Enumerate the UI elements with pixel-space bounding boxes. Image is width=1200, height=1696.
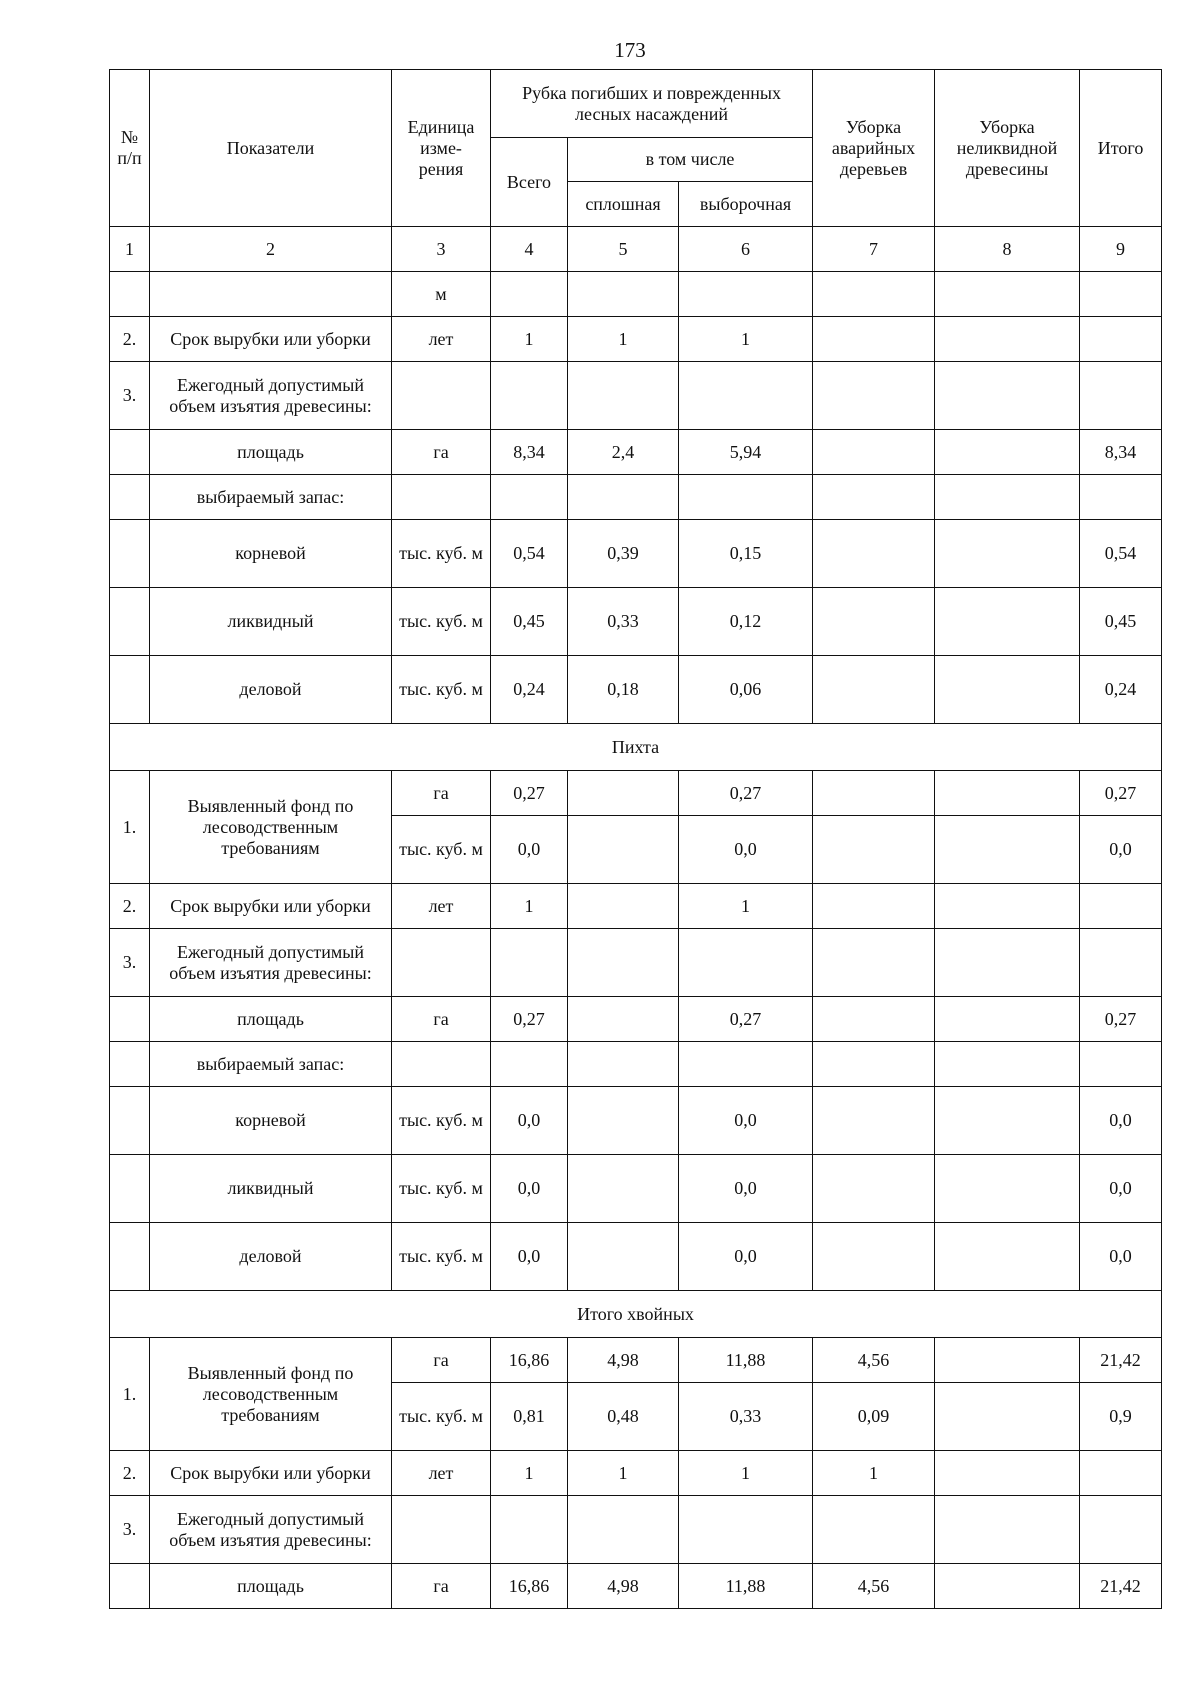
indicator-cell: Выявленный фонд по лесоводственным требованиям [150, 771, 392, 884]
value-cell [491, 362, 568, 430]
value-cell: 21,42 [1080, 1338, 1162, 1383]
row-number-cell [110, 1223, 150, 1291]
header-num: № п/п [110, 70, 150, 227]
unit-cell: тыс. куб. м [392, 588, 491, 656]
value-cell [491, 475, 568, 520]
value-cell [813, 475, 935, 520]
value-cell: 0,0 [679, 816, 813, 884]
value-cell [935, 997, 1080, 1042]
value-cell [935, 1042, 1080, 1087]
unit-cell: тыс. куб. м [392, 656, 491, 724]
value-cell [935, 656, 1080, 724]
header-sum: Итого [1080, 70, 1162, 227]
value-cell: 0,33 [679, 1383, 813, 1451]
row-number-cell [110, 588, 150, 656]
value-cell: 0,24 [491, 656, 568, 724]
page-number: 173 [614, 38, 646, 62]
value-cell [935, 1223, 1080, 1291]
value-cell [1080, 929, 1162, 997]
row-number-cell [110, 656, 150, 724]
indicator-cell: Ежегодный допустимый объем изъятия древесины: [150, 929, 392, 997]
table-row [110, 884, 1162, 929]
header-illiquid: Уборка неликвидной древесины [935, 70, 1080, 227]
value-cell [1080, 1496, 1162, 1564]
value-cell: 4,56 [813, 1564, 935, 1609]
row-number-cell: 2. [110, 317, 150, 362]
value-cell: 0,0 [679, 1223, 813, 1291]
value-cell [935, 588, 1080, 656]
row-number-cell: 1. [110, 1338, 150, 1451]
value-cell [813, 771, 935, 816]
value-cell [568, 816, 679, 884]
value-cell [568, 475, 679, 520]
value-cell [935, 1383, 1080, 1451]
value-cell [568, 997, 679, 1042]
value-cell: 0,0 [491, 1155, 568, 1223]
colnum: 1 [110, 227, 150, 272]
table-row [110, 1042, 1162, 1087]
value-cell [813, 272, 935, 317]
row-number-cell [110, 272, 150, 317]
value-cell: 1 [491, 884, 568, 929]
table-row [110, 929, 1162, 997]
value-cell: 0,81 [491, 1383, 568, 1451]
unit-cell [392, 475, 491, 520]
value-cell: 0,12 [679, 588, 813, 656]
row-number-cell [110, 1087, 150, 1155]
value-cell: 0,0 [679, 1155, 813, 1223]
value-cell [813, 1155, 935, 1223]
value-cell: 1 [568, 317, 679, 362]
row-number-cell: 1. [110, 771, 150, 884]
table-row [110, 1564, 1162, 1609]
value-cell [935, 1087, 1080, 1155]
table-row [110, 1223, 1162, 1291]
value-cell: 16,86 [491, 1564, 568, 1609]
indicator-cell: Ежегодный допустимый объем изъятия древесины: [150, 1496, 392, 1564]
value-cell [935, 1338, 1080, 1383]
value-cell [568, 1496, 679, 1564]
unit-cell: тыс. куб. м [392, 1087, 491, 1155]
value-cell [568, 272, 679, 317]
value-cell: 0,0 [491, 1223, 568, 1291]
value-cell [813, 656, 935, 724]
table-row [110, 588, 1162, 656]
unit-cell: лет [392, 1451, 491, 1496]
value-cell [935, 816, 1080, 884]
column-numbers-row [110, 227, 1162, 272]
value-cell [935, 929, 1080, 997]
table-row [110, 317, 1162, 362]
value-cell: 0,54 [491, 520, 568, 588]
colnum: 7 [813, 227, 935, 272]
value-cell [1080, 1451, 1162, 1496]
value-cell [813, 430, 935, 475]
row-number-cell [110, 997, 150, 1042]
value-cell [1080, 317, 1162, 362]
value-cell [679, 1042, 813, 1087]
value-cell: 1 [568, 1451, 679, 1496]
indicator-cell: деловой [150, 1223, 392, 1291]
value-cell: 2,4 [568, 430, 679, 475]
value-cell: 0,54 [1080, 520, 1162, 588]
value-cell: 0,0 [1080, 1155, 1162, 1223]
value-cell: 5,94 [679, 430, 813, 475]
value-cell [935, 520, 1080, 588]
indicator-cell: ликвидный [150, 588, 392, 656]
value-cell: 1 [813, 1451, 935, 1496]
colnum: 9 [1080, 227, 1162, 272]
value-cell [813, 520, 935, 588]
forest-fund-table [109, 69, 1162, 1609]
indicator-cell: Выявленный фонд по лесоводственным требованиям [150, 1338, 392, 1451]
value-cell: 0,27 [491, 771, 568, 816]
value-cell [568, 1042, 679, 1087]
unit-cell: га [392, 771, 491, 816]
colnum: 6 [679, 227, 813, 272]
row-number-cell [110, 475, 150, 520]
value-cell [935, 475, 1080, 520]
row-number-cell [110, 1042, 150, 1087]
value-cell: 0,0 [1080, 1223, 1162, 1291]
value-cell: 1 [679, 884, 813, 929]
table-row [110, 430, 1162, 475]
value-cell: 4,56 [813, 1338, 935, 1383]
value-cell: 0,0 [491, 1087, 568, 1155]
unit-cell: тыс. куб. м [392, 520, 491, 588]
row-number-cell: 2. [110, 1451, 150, 1496]
value-cell: 0,48 [568, 1383, 679, 1451]
value-cell: 1 [679, 317, 813, 362]
indicator-cell: деловой [150, 656, 392, 724]
value-cell: 4,98 [568, 1338, 679, 1383]
value-cell [679, 1496, 813, 1564]
value-cell [935, 362, 1080, 430]
unit-cell [392, 1496, 491, 1564]
value-cell: 0,39 [568, 520, 679, 588]
value-cell [813, 362, 935, 430]
indicator-cell: выбираемый запас: [150, 475, 392, 520]
value-cell [1080, 1042, 1162, 1087]
indicator-cell: Срок вырубки или уборки [150, 884, 392, 929]
value-cell [491, 929, 568, 997]
colnum: 8 [935, 227, 1080, 272]
value-cell [813, 884, 935, 929]
value-cell [491, 272, 568, 317]
value-cell [491, 1496, 568, 1564]
value-cell [1080, 272, 1162, 317]
value-cell [679, 272, 813, 317]
row-number-cell: 3. [110, 362, 150, 430]
value-cell [813, 816, 935, 884]
header-felling-group: Рубка погибших и поврежденных лесных насаждений [491, 70, 813, 138]
header-row-1 [110, 70, 1162, 138]
value-cell: 0,33 [568, 588, 679, 656]
table-row [110, 475, 1162, 520]
value-cell [935, 884, 1080, 929]
value-cell: 1 [491, 1451, 568, 1496]
value-cell [568, 1223, 679, 1291]
value-cell [568, 362, 679, 430]
table-row [110, 272, 1162, 317]
value-cell: 0,27 [491, 997, 568, 1042]
value-cell [679, 929, 813, 997]
value-cell: 0,06 [679, 656, 813, 724]
header-total: Всего [491, 138, 568, 227]
indicator-cell: Ежегодный допустимый объем изъятия древесины: [150, 362, 392, 430]
section-row [110, 724, 1162, 771]
value-cell [568, 884, 679, 929]
indicator-cell [150, 272, 392, 317]
value-cell: 0,0 [491, 816, 568, 884]
unit-cell: лет [392, 884, 491, 929]
value-cell: 0,27 [679, 771, 813, 816]
table-row [110, 1451, 1162, 1496]
value-cell: 8,34 [491, 430, 568, 475]
indicator-cell: площадь [150, 1564, 392, 1609]
unit-cell: лет [392, 317, 491, 362]
value-cell [935, 317, 1080, 362]
value-cell [813, 1087, 935, 1155]
value-cell [935, 1564, 1080, 1609]
value-cell: 0,18 [568, 656, 679, 724]
table-row [110, 997, 1162, 1042]
value-cell [679, 475, 813, 520]
value-cell [813, 317, 935, 362]
value-cell [813, 929, 935, 997]
unit-cell [392, 362, 491, 430]
colnum: 5 [568, 227, 679, 272]
value-cell: 0,09 [813, 1383, 935, 1451]
value-cell [568, 929, 679, 997]
value-cell: 0,27 [1080, 771, 1162, 816]
value-cell [813, 997, 935, 1042]
unit-cell: га [392, 1564, 491, 1609]
unit-cell [392, 929, 491, 997]
unit-cell: тыс. куб. м [392, 1223, 491, 1291]
value-cell [935, 272, 1080, 317]
value-cell: 0,0 [1080, 1087, 1162, 1155]
value-cell [491, 1042, 568, 1087]
value-cell: 0,45 [491, 588, 568, 656]
row-number-cell: 2. [110, 884, 150, 929]
unit-cell: га [392, 1338, 491, 1383]
value-cell: 1 [679, 1451, 813, 1496]
header-selective: выборочная [679, 182, 813, 227]
header-indicators: Показатели [150, 70, 392, 227]
section-row [110, 1291, 1162, 1338]
indicator-cell: ликвидный [150, 1155, 392, 1223]
colnum: 2 [150, 227, 392, 272]
indicator-cell: выбираемый запас: [150, 1042, 392, 1087]
unit-cell: м [392, 272, 491, 317]
section-title: Пихта [110, 724, 1162, 771]
value-cell: 4,98 [568, 1564, 679, 1609]
value-cell [813, 1496, 935, 1564]
value-cell [568, 771, 679, 816]
table-row [110, 771, 1162, 816]
value-cell: 0,27 [1080, 997, 1162, 1042]
value-cell: 0,45 [1080, 588, 1162, 656]
value-cell [813, 1042, 935, 1087]
indicator-cell: площадь [150, 430, 392, 475]
value-cell [1080, 475, 1162, 520]
colnum: 4 [491, 227, 568, 272]
table-row [110, 1496, 1162, 1564]
unit-cell [392, 1042, 491, 1087]
value-cell [1080, 362, 1162, 430]
value-cell: 0,9 [1080, 1383, 1162, 1451]
value-cell: 16,86 [491, 1338, 568, 1383]
header-including: в том числе [568, 138, 813, 182]
value-cell [935, 1451, 1080, 1496]
unit-cell: тыс. куб. м [392, 816, 491, 884]
value-cell: 8,34 [1080, 430, 1162, 475]
value-cell [935, 771, 1080, 816]
indicator-cell: корневой [150, 1087, 392, 1155]
value-cell [568, 1155, 679, 1223]
section-title: Итого хвойных [110, 1291, 1162, 1338]
table-row [110, 520, 1162, 588]
row-number-cell [110, 1564, 150, 1609]
value-cell [679, 362, 813, 430]
table-row [110, 1087, 1162, 1155]
value-cell: 1 [491, 317, 568, 362]
value-cell: 21,42 [1080, 1564, 1162, 1609]
value-cell [935, 1155, 1080, 1223]
table-row [110, 1155, 1162, 1223]
header-clear: сплошная [568, 182, 679, 227]
value-cell [813, 588, 935, 656]
row-number-cell [110, 430, 150, 475]
value-cell: 0,0 [679, 1087, 813, 1155]
header-unit: Единица изме- рения [392, 70, 491, 227]
row-number-cell: 3. [110, 929, 150, 997]
value-cell: 0,15 [679, 520, 813, 588]
colnum: 3 [392, 227, 491, 272]
table-row [110, 362, 1162, 430]
indicator-cell: Срок вырубки или уборки [150, 317, 392, 362]
indicator-cell: Срок вырубки или уборки [150, 1451, 392, 1496]
value-cell: 11,88 [679, 1564, 813, 1609]
value-cell [568, 1087, 679, 1155]
value-cell [813, 1223, 935, 1291]
table-row [110, 656, 1162, 724]
value-cell: 0,0 [1080, 816, 1162, 884]
table-row [110, 1338, 1162, 1383]
value-cell [935, 430, 1080, 475]
value-cell [935, 1496, 1080, 1564]
row-number-cell [110, 520, 150, 588]
unit-cell: га [392, 430, 491, 475]
value-cell: 11,88 [679, 1338, 813, 1383]
unit-cell: га [392, 997, 491, 1042]
row-number-cell: 3. [110, 1496, 150, 1564]
value-cell [1080, 884, 1162, 929]
indicator-cell: корневой [150, 520, 392, 588]
unit-cell: тыс. куб. м [392, 1155, 491, 1223]
header-emergency: Уборка аварийных деревьев [813, 70, 935, 227]
row-number-cell [110, 1155, 150, 1223]
unit-cell: тыс. куб. м [392, 1383, 491, 1451]
value-cell: 0,24 [1080, 656, 1162, 724]
value-cell: 0,27 [679, 997, 813, 1042]
indicator-cell: площадь [150, 997, 392, 1042]
